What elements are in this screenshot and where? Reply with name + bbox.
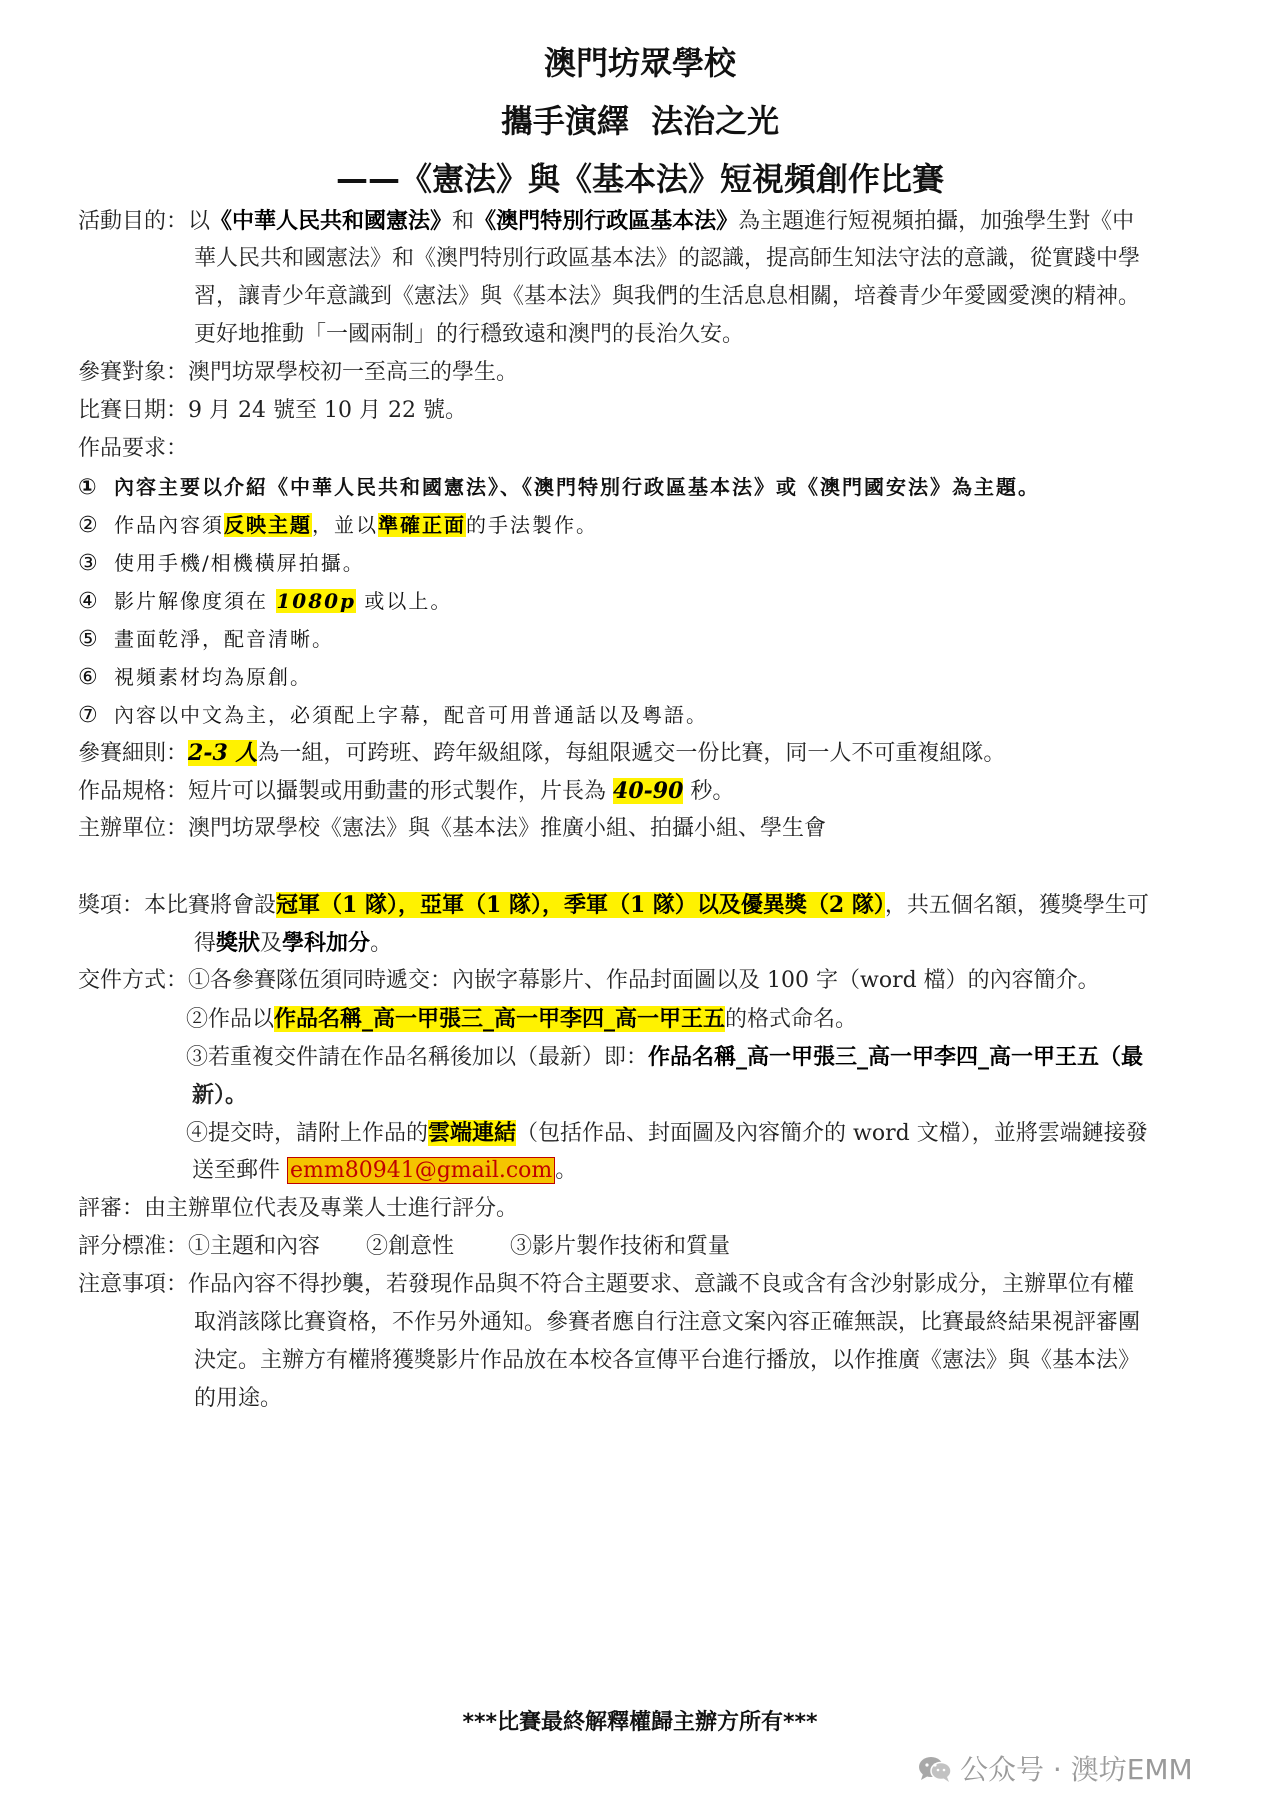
- requirement-item: ④ 影片解像度須在 1080p 或以上。: [78, 589, 453, 614]
- email-link[interactable]: emm80941@gmail.com: [287, 1157, 555, 1184]
- requirement-item: ③ 使用手機/相機橫屏拍攝。: [78, 551, 365, 576]
- requirement-item: ⑤ 畫面乾淨，配音清晰。: [78, 627, 334, 652]
- purpose-line-3: 習，讓青少年意識到《憲法》與《基本法》與我們的生活息息相關，培養青少年愛國愛澳的精神。: [194, 284, 1141, 309]
- submission-line-1: 交件方式：①各參賽隊伍須同時遞交：內嵌字幕影片、作品封面圖以及 100 字（word 檔）的內容簡介。: [78, 968, 1100, 993]
- participants-line: 參賽對象：澳門坊眾學校初一至高三的學生。: [78, 360, 519, 385]
- watermark-text: 公众号 · 澳坊EMM: [960, 1753, 1193, 1786]
- awards-line-1: 獎項：本比賽將會設冠軍（1 隊），亞軍（1 隊），季軍（1 隊）以及優異獎（2 隊），共五個名額，獲獎學生可: [78, 892, 1149, 918]
- submission-line-3b: 新）。: [192, 1082, 248, 1108]
- requirement-item: ① 內容主要以介紹《中華人民共和國憲法》、《澳門特別行政區基本法》或《澳門國安法》為主題。: [78, 475, 1040, 500]
- page-title: 攜手演繹 法治之光: [500, 102, 780, 140]
- notes-line-3: 決定。主辦方有權將獲獎影片作品放在本校各宣傳平台進行播放，以作推廣《憲法》與《基本法》: [194, 1348, 1141, 1373]
- spec-line: 作品規格：短片可以攝製或用動畫的形式製作，片長為 40-90 秒。: [78, 778, 735, 804]
- requirement-item: ⑥ 視頻素材均為原創。: [78, 665, 312, 690]
- watermark: [918, 1748, 1193, 1788]
- purpose-label: 活動目的：: [78, 209, 189, 234]
- submission-line-4: ④提交時，請附上作品的雲端連結（包括作品、封面圖及內容簡介的 word 文檔），並將雲端鏈接發: [186, 1120, 1148, 1146]
- notes-line-1: 注意事項：作品內容不得抄襲，若發現作品與不符合主題要求、意識不良或含有含沙射影成分，主辦單位有權: [78, 1272, 1135, 1297]
- notes-line-4: 的用途。: [194, 1386, 283, 1411]
- purpose-line-1: 活動目的：以《中華人民共和國憲法》和《澳門特別行政區基本法》為主題進行短視頻拍攝，加強學生對《中: [78, 208, 1135, 234]
- awards-line-2: 得獎狀及學科加分。: [194, 930, 393, 956]
- page-subtitle: ——《憲法》與《基本法》短視頻創作比賽: [335, 160, 944, 198]
- requirement-item: ⑦ 內容以中文為主，必須配上字幕，配音可用普通話以及粵語。: [78, 703, 708, 728]
- purpose-line-2: 華人民共和國憲法》和《澳門特別行政區基本法》的認識，提高師生知法守法的意識，從實踐中學: [194, 246, 1141, 271]
- notes-line-2: 取消該隊比賽資格，不作另外通知。參賽者應自行注意文案內容正確無誤，比賽最終結果視評審團: [194, 1310, 1141, 1335]
- wechat-icon: [918, 1756, 952, 1782]
- rules-line: 參賽細則：2-3 人為一組，可跨班、跨年級組隊，每組限遞交一份比賽，同一人不可重複組隊。: [78, 740, 1006, 766]
- organizer-line: 主辦單位：澳門坊眾學校《憲法》與《基本法》推廣小組、拍攝小組、學生會: [78, 816, 827, 841]
- criteria-line: 評分標准：①主題和內容 ②創意性 ③影片製作技術和質量: [78, 1234, 731, 1259]
- submission-line-4b: 送至郵件 emm80941@gmail.com 。: [192, 1158, 578, 1183]
- judging-line: 評審：由主辦單位代表及專業人士進行評分。: [78, 1196, 519, 1221]
- requirements-label: 作品要求：: [78, 436, 189, 461]
- submission-line-2: ②作品以作品名稱_高一甲張三_高一甲李四_高一甲王五的格式命名。: [186, 1006, 858, 1032]
- footer-note: ***比賽最終解釋權歸主辦方所有***: [462, 1710, 818, 1735]
- dates-line: 比賽日期：9 月 24 號至 10 月 22 號。: [78, 398, 467, 423]
- submission-line-3: ③若重複交件請在作品名稱後加以（最新）即：作品名稱_高一甲張三_高一甲李四_高一甲王五（最: [186, 1044, 1144, 1070]
- purpose-line-4: 更好地推動「一國兩制」的行穩致遠和澳門的長治久安。: [194, 322, 745, 347]
- requirement-item: ② 作品內容須反映主題，並以準確正面的手法製作。: [78, 513, 598, 538]
- school-name: 澳門坊眾學校: [543, 44, 736, 82]
